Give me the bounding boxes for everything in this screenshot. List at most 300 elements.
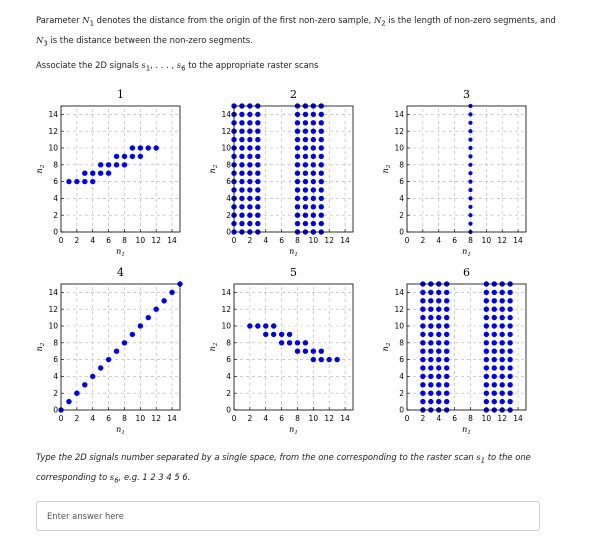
data-point: [500, 307, 505, 312]
data-point: [507, 349, 512, 354]
data-point: [161, 298, 166, 303]
x-axis-label: $n_1$: [116, 425, 125, 436]
data-point: [484, 365, 489, 370]
data-point: [492, 391, 497, 396]
y-axis-label: $n_2$: [381, 164, 392, 174]
y-tick-label: 2: [226, 388, 231, 398]
x-tick-label: 0: [404, 414, 410, 423]
axes-frame: [234, 284, 353, 410]
data-point: [247, 323, 252, 328]
x-tick-label: 12: [324, 414, 334, 423]
data-point: [239, 213, 244, 218]
data-point: [492, 374, 497, 379]
data-point: [138, 323, 143, 328]
data-point: [154, 307, 159, 312]
data-point: [303, 196, 308, 201]
data-point: [319, 171, 324, 176]
data-point: [303, 112, 308, 117]
y-tick-label: 8: [226, 160, 231, 170]
data-point: [295, 137, 300, 142]
y-tick-label: 12: [394, 126, 404, 136]
data-point: [444, 298, 449, 303]
raster-scan-1: [36, 84, 206, 274]
data-point: [420, 365, 425, 370]
data-point: [247, 129, 252, 134]
plot-title: 3: [463, 88, 470, 101]
y-tick-label: 10: [48, 321, 58, 331]
x-tick-label: 4: [436, 236, 442, 245]
data-point: [468, 213, 472, 217]
x-tick-label: 4: [263, 236, 269, 245]
data-point: [239, 162, 244, 167]
data-point: [468, 154, 472, 158]
data-point: [98, 171, 103, 176]
x-tick-label: 0: [231, 236, 237, 245]
x-tick-label: 8: [295, 414, 300, 423]
data-point: [468, 180, 472, 184]
data-point: [311, 179, 316, 184]
x-tick-label: 2: [420, 236, 426, 245]
data-point: [444, 365, 449, 370]
data-point: [255, 179, 260, 184]
data-point: [507, 374, 512, 379]
data-point: [444, 315, 449, 320]
data-point: [303, 187, 308, 192]
data-point: [428, 357, 433, 362]
plot-title: 5: [290, 266, 297, 279]
data-point: [303, 145, 308, 150]
data-point: [468, 222, 472, 226]
data-point: [468, 121, 472, 125]
data-point: [255, 323, 260, 328]
data-point: [420, 315, 425, 320]
answer-input[interactable]: [36, 501, 540, 531]
data-point: [311, 137, 316, 142]
data-point: [255, 213, 260, 218]
data-point: [428, 290, 433, 295]
x-axis-label: $n_1$: [116, 247, 125, 258]
y-tick-label: 14: [394, 288, 404, 297]
data-point: [255, 162, 260, 167]
y-axis-label: $n_2$: [35, 342, 46, 352]
y-tick-label: 14: [48, 288, 58, 297]
data-point: [303, 340, 308, 345]
x-tick-label: 0: [58, 414, 64, 423]
data-point: [436, 357, 441, 362]
data-point: [436, 374, 441, 379]
data-point: [436, 290, 441, 295]
data-point: [311, 162, 316, 167]
data-point: [287, 340, 292, 345]
data-point: [484, 298, 489, 303]
y-tick-label: 8: [226, 338, 231, 348]
x-tick-label: 10: [481, 414, 492, 423]
data-point: [311, 171, 316, 176]
y-axis-label: $n_2$: [208, 342, 219, 352]
data-point: [303, 221, 308, 226]
axes-frame: [407, 106, 526, 232]
data-point: [247, 137, 252, 142]
data-point: [247, 162, 252, 167]
data-point: [334, 357, 339, 362]
raster-scan-6: [382, 262, 552, 452]
data-point: [500, 349, 505, 354]
x-tick-label: 6: [452, 236, 457, 245]
data-point: [500, 298, 505, 303]
data-point: [492, 298, 497, 303]
data-point: [492, 323, 497, 328]
y-tick-label: 14: [221, 288, 231, 297]
data-point: [271, 323, 276, 328]
x-tick-label: 6: [106, 236, 111, 245]
data-point: [492, 357, 497, 362]
data-point: [484, 349, 489, 354]
x-tick-label: 10: [135, 414, 146, 423]
data-point: [507, 399, 512, 404]
data-point: [311, 221, 316, 226]
data-point: [428, 349, 433, 354]
data-point: [239, 154, 244, 159]
y-tick-label: 2: [53, 210, 58, 220]
y-tick-label: 10: [221, 321, 231, 331]
y-tick-label: 4: [226, 372, 231, 381]
data-point: [247, 179, 252, 184]
data-point: [319, 204, 324, 209]
data-point: [319, 154, 324, 159]
data-point: [436, 349, 441, 354]
data-point: [263, 332, 268, 337]
plot-title: 1: [117, 88, 124, 101]
x-tick-label: 14: [167, 414, 177, 423]
data-point: [500, 290, 505, 295]
data-point: [428, 332, 433, 337]
x-tick-label: 12: [497, 236, 507, 245]
y-tick-label: 14: [221, 110, 231, 119]
y-tick-label: 12: [221, 126, 231, 136]
data-point: [420, 332, 425, 337]
data-point: [436, 382, 441, 387]
axes-frame: [61, 106, 180, 232]
data-point: [319, 112, 324, 117]
data-point: [444, 399, 449, 404]
data-point: [492, 382, 497, 387]
data-point: [303, 204, 308, 209]
data-point: [82, 179, 87, 184]
data-point: [420, 290, 425, 295]
data-point: [500, 391, 505, 396]
data-point: [468, 129, 472, 133]
data-point: [420, 340, 425, 345]
data-point: [500, 399, 505, 404]
data-point: [247, 154, 252, 159]
data-point: [239, 187, 244, 192]
y-tick-label: 14: [394, 110, 404, 119]
y-tick-label: 6: [226, 355, 231, 365]
data-point: [295, 162, 300, 167]
x-tick-label: 14: [340, 236, 350, 245]
data-point: [247, 120, 252, 125]
x-tick-label: 4: [90, 414, 96, 423]
data-point: [114, 154, 119, 159]
data-point: [436, 340, 441, 345]
data-point: [255, 154, 260, 159]
x-tick-label: 2: [74, 414, 80, 423]
data-point: [239, 120, 244, 125]
data-point: [130, 154, 135, 159]
x-tick-label: 14: [513, 414, 523, 423]
data-point: [287, 332, 292, 337]
x-tick-label: 0: [404, 236, 410, 245]
data-point: [66, 179, 71, 184]
data-point: [468, 146, 472, 150]
data-point: [106, 357, 111, 362]
data-point: [468, 138, 472, 142]
data-point: [428, 399, 433, 404]
data-point: [303, 137, 308, 142]
data-point: [303, 162, 308, 167]
data-point: [468, 188, 472, 192]
data-point: [239, 204, 244, 209]
data-point: [239, 145, 244, 150]
data-point: [146, 145, 151, 150]
axes-frame: [407, 284, 526, 410]
data-point: [428, 382, 433, 387]
data-point: [295, 187, 300, 192]
data-point: [295, 340, 300, 345]
y-tick-label: 10: [394, 143, 404, 153]
data-point: [295, 204, 300, 209]
x-tick-label: 4: [90, 236, 96, 245]
x-tick-label: 2: [74, 236, 80, 245]
data-point: [138, 145, 143, 150]
data-point: [484, 290, 489, 295]
x-tick-label: 12: [151, 414, 161, 423]
x-tick-label: 6: [452, 414, 457, 423]
data-point: [500, 365, 505, 370]
data-point: [484, 315, 489, 320]
data-point: [500, 315, 505, 320]
data-point: [319, 221, 324, 226]
y-tick-label: 2: [399, 388, 404, 398]
data-point: [484, 332, 489, 337]
data-point: [319, 179, 324, 184]
axes-frame: [61, 284, 180, 410]
data-point: [247, 112, 252, 117]
data-point: [484, 357, 489, 362]
x-tick-label: 2: [247, 236, 253, 245]
data-point: [169, 290, 174, 295]
data-point: [428, 298, 433, 303]
data-point: [468, 196, 472, 200]
data-point: [420, 357, 425, 362]
x-axis-label: $n_1$: [289, 247, 298, 258]
data-point: [303, 213, 308, 218]
data-point: [311, 213, 316, 218]
data-point: [122, 162, 127, 167]
data-point: [492, 307, 497, 312]
data-point: [428, 374, 433, 379]
data-point: [420, 391, 425, 396]
data-point: [90, 171, 95, 176]
x-tick-label: 8: [122, 236, 127, 245]
raster-scan-2: [209, 84, 379, 274]
x-tick-label: 10: [481, 236, 492, 245]
x-tick-label: 12: [151, 236, 161, 245]
data-point: [154, 145, 159, 150]
data-point: [444, 290, 449, 295]
data-point: [428, 365, 433, 370]
data-point: [255, 112, 260, 117]
data-point: [98, 162, 103, 167]
data-point: [255, 129, 260, 134]
raster-scan-3: [382, 84, 552, 274]
data-point: [239, 129, 244, 134]
y-tick-label: 6: [399, 177, 404, 187]
data-point: [420, 382, 425, 387]
data-point: [444, 374, 449, 379]
data-point: [295, 129, 300, 134]
data-point: [295, 196, 300, 201]
y-tick-label: 4: [399, 372, 404, 381]
data-point: [420, 307, 425, 312]
data-point: [492, 365, 497, 370]
data-point: [114, 162, 119, 167]
raster-scan-5: [209, 262, 379, 452]
data-point: [500, 332, 505, 337]
data-point: [420, 349, 425, 354]
data-point: [507, 382, 512, 387]
raster-scan-4: [36, 262, 206, 452]
x-tick-label: 0: [231, 414, 237, 423]
y-tick-label: 8: [53, 338, 58, 348]
data-point: [319, 162, 324, 167]
data-point: [247, 171, 252, 176]
y-tick-label: 0: [226, 227, 231, 237]
y-tick-label: 2: [226, 210, 231, 220]
data-point: [500, 374, 505, 379]
data-point: [319, 137, 324, 142]
data-point: [484, 382, 489, 387]
data-point: [319, 196, 324, 201]
data-point: [239, 221, 244, 226]
data-point: [507, 290, 512, 295]
data-point: [436, 399, 441, 404]
data-point: [436, 323, 441, 328]
data-point: [90, 374, 95, 379]
data-point: [311, 112, 316, 117]
y-tick-label: 2: [53, 388, 58, 398]
data-point: [90, 179, 95, 184]
x-tick-label: 6: [106, 414, 111, 423]
data-point: [500, 382, 505, 387]
data-point: [263, 323, 268, 328]
y-tick-label: 6: [53, 355, 58, 365]
x-tick-label: 14: [167, 236, 177, 245]
data-point: [319, 120, 324, 125]
data-point: [492, 349, 497, 354]
data-point: [319, 145, 324, 150]
data-point: [82, 382, 87, 387]
data-point: [66, 399, 71, 404]
data-point: [319, 129, 324, 134]
data-point: [444, 323, 449, 328]
data-point: [239, 112, 244, 117]
data-point: [500, 323, 505, 328]
y-tick-label: 10: [48, 143, 58, 153]
data-point: [444, 382, 449, 387]
y-axis-label: $n_2$: [208, 164, 219, 174]
data-point: [247, 187, 252, 192]
data-point: [492, 315, 497, 320]
data-point: [492, 332, 497, 337]
y-tick-label: 0: [399, 405, 404, 415]
data-point: [239, 196, 244, 201]
data-point: [444, 307, 449, 312]
data-point: [484, 374, 489, 379]
y-tick-label: 12: [394, 304, 404, 314]
data-point: [122, 340, 127, 345]
data-point: [311, 204, 316, 209]
data-point: [295, 120, 300, 125]
data-point: [303, 179, 308, 184]
x-tick-label: 10: [135, 236, 146, 245]
y-tick-label: 4: [226, 194, 231, 203]
data-point: [319, 213, 324, 218]
data-point: [295, 171, 300, 176]
data-point: [311, 357, 316, 362]
data-point: [420, 374, 425, 379]
data-point: [311, 196, 316, 201]
data-point: [468, 171, 472, 175]
data-point: [247, 204, 252, 209]
data-point: [311, 154, 316, 159]
data-point: [428, 340, 433, 345]
data-point: [295, 112, 300, 117]
data-point: [255, 145, 260, 150]
y-tick-label: 2: [399, 210, 404, 220]
x-tick-label: 0: [58, 236, 64, 245]
data-point: [436, 315, 441, 320]
y-tick-label: 8: [53, 160, 58, 170]
data-point: [303, 129, 308, 134]
data-point: [428, 323, 433, 328]
x-tick-label: 12: [497, 414, 507, 423]
data-point: [239, 179, 244, 184]
data-point: [468, 163, 472, 167]
data-point: [74, 391, 79, 396]
y-tick-label: 8: [399, 160, 404, 170]
x-tick-label: 6: [279, 414, 284, 423]
data-point: [146, 315, 151, 320]
y-axis-label: $n_2$: [35, 164, 46, 174]
data-point: [122, 154, 127, 159]
data-point: [319, 187, 324, 192]
data-point: [247, 196, 252, 201]
data-point: [468, 112, 472, 116]
data-point: [255, 137, 260, 142]
x-tick-label: 4: [436, 414, 442, 423]
data-point: [98, 365, 103, 370]
data-point: [295, 221, 300, 226]
y-tick-label: 10: [394, 321, 404, 331]
associate-instruction: Associate the 2D signals $s_1$, . . . , $s_6$ to the appropriate raster scans: [36, 60, 319, 73]
x-tick-label: 2: [420, 414, 426, 423]
x-tick-label: 14: [513, 236, 523, 245]
y-axis-label: $n_2$: [381, 342, 392, 352]
data-point: [255, 196, 260, 201]
data-point: [484, 399, 489, 404]
answer-instruction: Type the 2D signals number separated by a single space, from the one corresponding to the raster scan $s_1$ to the one corresponding to $s_6$, e.g. 1 2 3 4 5 6.: [36, 452, 531, 485]
